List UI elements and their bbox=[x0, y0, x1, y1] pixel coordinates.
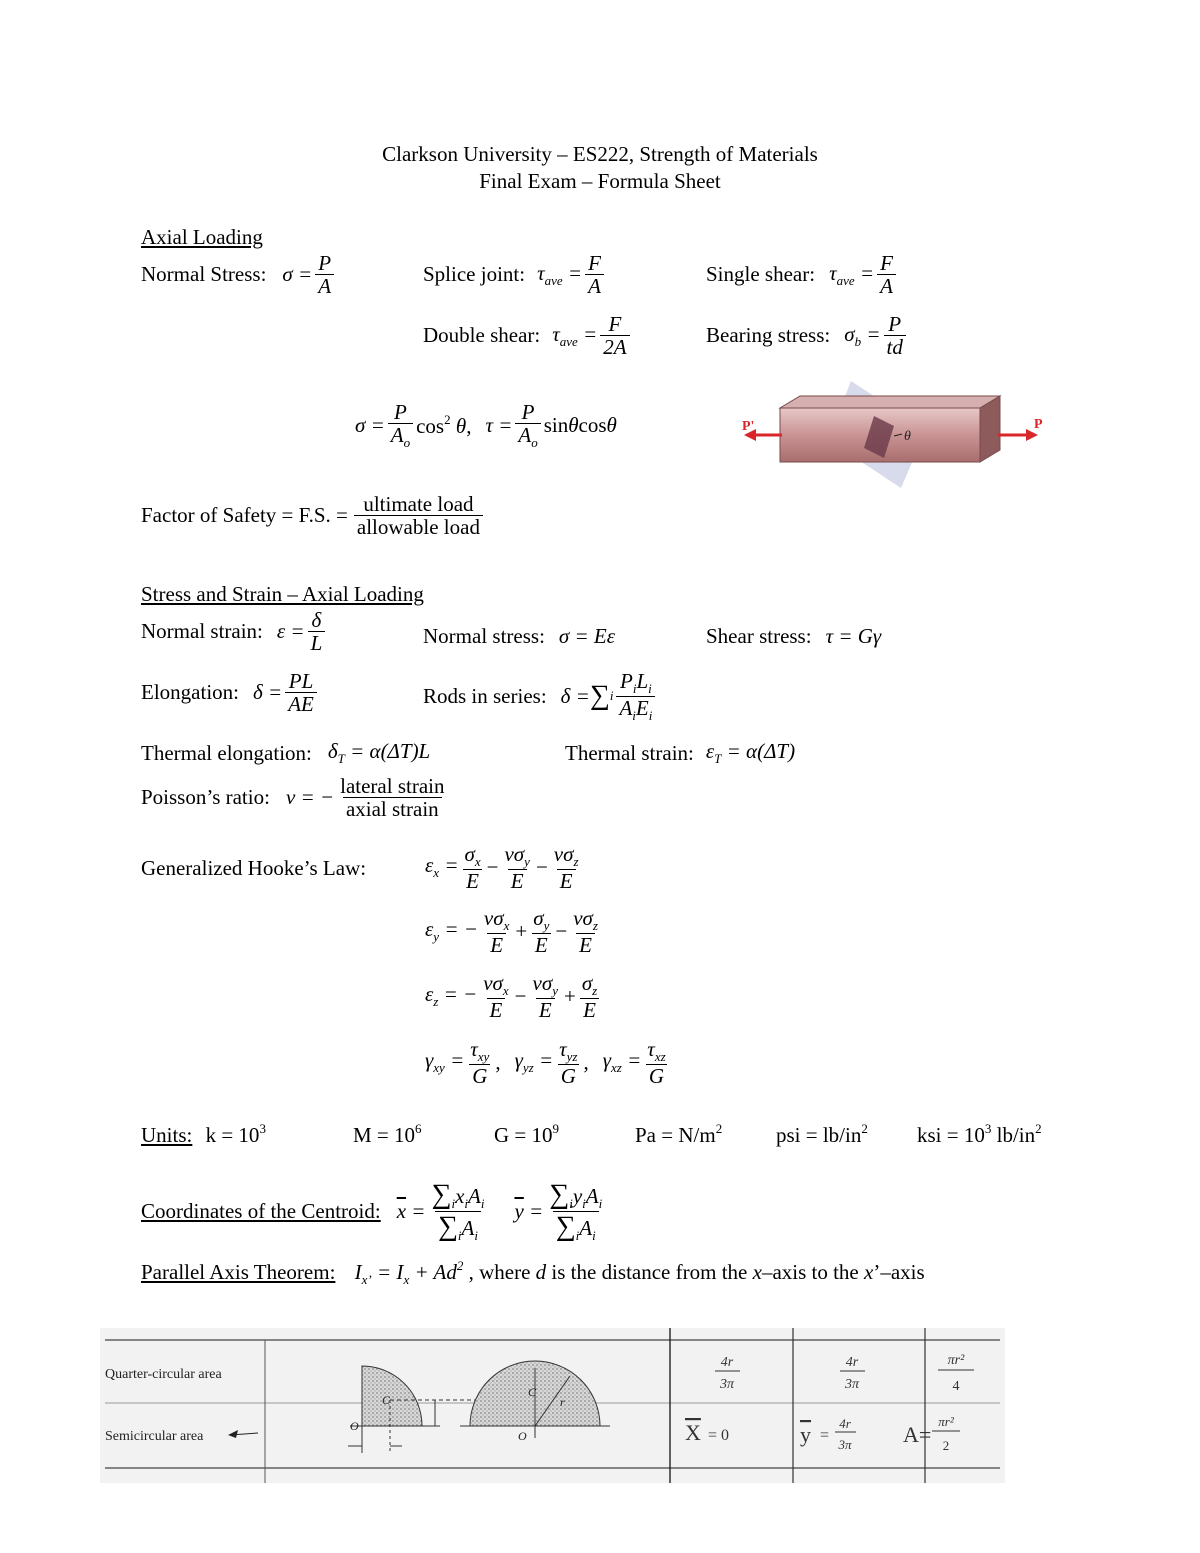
unit-giga: $G = 10^9$ bbox=[494, 1121, 560, 1147]
units-heading: Units: bbox=[141, 1123, 193, 1147]
semicircle-origin-label: O bbox=[518, 1429, 527, 1443]
thermal-strain-formula: Thermal strain: $\varepsilon_T = \alpha(\Delta T)$ bbox=[565, 739, 796, 766]
factor-of-safety-formula bbox=[141, 493, 486, 538]
thermal-elongation-formula: Thermal elongation: $\delta_T = \alpha(\Delta T)L$ bbox=[141, 739, 431, 766]
shear-stress-label: Shear stress: bbox=[706, 624, 812, 648]
poisson-denominator: axial strain bbox=[343, 797, 442, 820]
poisson-numerator: lateral strain bbox=[340, 774, 445, 798]
hooke-shear-strains: $\gamma_{xy}$ = $\frac{\tau_{xy}}{G}$ , $\gamma_{yz}$ = $\frac{\tau_{yz}}{G}$ , $\gamma_{xz}$ = $\frac{\tau_{xz}}{G}$ bbox=[425, 1037, 666, 1088]
rods-in-series-label: Rods in series: bbox=[423, 683, 547, 708]
centroid-heading: Coordinates of the Centroid: bbox=[141, 1198, 381, 1223]
axial-loading-heading: Axial Loading bbox=[141, 225, 263, 249]
parallel-axis-heading: Parallel Axis Theorem: bbox=[141, 1260, 336, 1284]
svg-text:3π: 3π bbox=[719, 1377, 735, 1392]
quarter-circle-origin-label: O bbox=[350, 1419, 359, 1433]
table-row-quarter-circle-label: Quarter-circular area bbox=[105, 1367, 222, 1382]
svg-text:πr²: πr² bbox=[938, 1414, 954, 1429]
double-shear-label: Double shear: bbox=[423, 323, 541, 348]
parallel-axis-row: Parallel Axis Theorem: $I_{x’} = I_x + Ad^2$ , where d is the distance from the x–axis to the x’–axis bbox=[141, 1258, 925, 1287]
figure-load-left: P' bbox=[742, 419, 755, 434]
svg-text:3π: 3π bbox=[838, 1437, 852, 1452]
hooke-law-label: Generalized Hooke’s Law: bbox=[141, 856, 367, 880]
semicircle-radius-label: r bbox=[560, 1395, 565, 1409]
figure-load-right: P bbox=[1034, 417, 1043, 432]
svg-text:y: y bbox=[800, 1422, 811, 1447]
thermal-strain-label: Thermal strain: bbox=[565, 740, 694, 765]
splice-joint-label: Splice joint: bbox=[423, 262, 526, 287]
thermal-elongation-label: Thermal elongation: bbox=[141, 740, 312, 765]
unit-ksi: ksi = $10^3$ $lb/in^2$ bbox=[917, 1121, 1042, 1147]
poisson-label: Poisson’s ratio: bbox=[141, 785, 270, 810]
hooke-epsilon-z: $\varepsilon_z$ = − $\frac{\nu\sigma_x}{E}$ − $\frac{\nu\sigma_y}{E}$ + $\frac{\sigma_z}{E}$ bbox=[425, 971, 598, 1022]
centroid-table-scan bbox=[100, 1328, 1005, 1483]
fos-label: Factor of Safety = F.S. = bbox=[141, 503, 348, 528]
svg-text:A=: A= bbox=[903, 1422, 932, 1447]
centroid-formula: Coordinates of the Centroid: $\overline{x}$ = $\frac{\sum_ix_iA_i}{\sum_iA_i}$ $\overline{y}$ = $\frac{\sum_iy_iA_i}{\sum_iA_i}$ bbox=[141, 1179, 603, 1243]
hooke-epsilon-x: $\varepsilon_x$ = $\frac{\sigma_x}{E}$ − $\frac{\nu\sigma_y}{E}$ − $\frac{\nu\sigma_z}{E}$ bbox=[425, 842, 579, 893]
svg-text:2: 2 bbox=[942, 1438, 950, 1453]
hooke-epsilon-y: $\varepsilon_y$ = − $\frac{\nu\sigma_x}{E}$ + $\frac{\sigma_y}{E}$ − $\frac{\nu\sigma_z}{E}$ bbox=[425, 906, 598, 957]
bearing-stress-label: Bearing stress: bbox=[706, 323, 831, 348]
bearing-stress-formula: Bearing stress: $\sigma_b$ = $\frac{P}{td}$ bbox=[706, 313, 909, 358]
hooke-normal-stress-formula: Normal stress: σ = Eε bbox=[423, 624, 616, 648]
fos-numerator: ultimate load bbox=[363, 492, 474, 516]
elongation-formula: Elongation: δ = $\frac{PL}{AE}$ bbox=[141, 670, 320, 715]
svg-text:πr²: πr² bbox=[947, 1353, 965, 1368]
elongation-label: Elongation: bbox=[141, 680, 239, 705]
poisson-ratio-formula: Poisson’s ratio: ν = − $\frac{\text{lateral strain}}{\text{axial strain}}$ bbox=[141, 775, 450, 820]
svg-text:3π: 3π bbox=[844, 1377, 860, 1392]
unit-psi: psi = $lb/in^2$ bbox=[776, 1121, 868, 1147]
units-row: Units: $k = 10^3$ bbox=[141, 1121, 266, 1147]
svg-text:4r: 4r bbox=[845, 1355, 859, 1370]
shear-stress-formula: Shear stress: τ = Gγ bbox=[706, 624, 882, 648]
rods-in-series-formula: Rods in series: δ = ∑ i $\frac{P_iL_i}{A_iE_i}$ bbox=[423, 670, 658, 722]
single-shear-formula: Single shear: $\tau_{ave}$ = $\frac{F}{A}$ bbox=[706, 252, 899, 297]
quarter-circle-centroid-label: C bbox=[382, 1393, 391, 1407]
oblique-plane-stress-formula: σ = $\frac{P}{A_o}$ $\cos^2 \theta$, τ = $\frac{P}{A_o}$ sinθcosθ bbox=[355, 400, 617, 451]
figure-angle-label: θ bbox=[904, 429, 911, 444]
svg-text:4r: 4r bbox=[720, 1355, 734, 1370]
header-line-1: Clarkson University – ES222, Strength of Materials bbox=[382, 142, 818, 166]
normal-stress-2-label: Normal stress: bbox=[423, 624, 545, 648]
svg-text:4: 4 bbox=[952, 1379, 960, 1394]
svg-text:4r: 4r bbox=[839, 1416, 851, 1431]
normal-stress-label: Normal Stress: bbox=[141, 262, 267, 287]
semicircle-centroid-label: C bbox=[528, 1385, 537, 1399]
fos-denominator: allowable load bbox=[354, 515, 483, 538]
oblique-section-bar-figure bbox=[736, 378, 1052, 490]
normal-stress-formula: Normal Stress: σ = $\frac{P}{A}$ bbox=[141, 252, 337, 297]
unit-mega: $M = 10^6$ bbox=[353, 1121, 422, 1147]
normal-strain-label: Normal strain: bbox=[141, 619, 263, 644]
single-shear-label: Single shear: bbox=[706, 262, 816, 287]
table-row-semicircle-label: Semicircular area bbox=[105, 1429, 204, 1444]
stress-strain-heading: Stress and Strain – Axial Loading bbox=[141, 582, 424, 606]
x-bar-zero-cell: = 0 bbox=[708, 1427, 730, 1444]
splice-joint-formula: Splice joint: $\tau_{ave}$ = $\frac{F}{A}$ bbox=[423, 252, 607, 297]
svg-text:X: X bbox=[685, 1420, 701, 1445]
unit-pascal: $Pa = N/m^2$ bbox=[635, 1121, 723, 1147]
double-shear-formula: Double shear: $\tau_{ave}$ = $\frac{F}{2A}$ bbox=[423, 313, 633, 358]
header-line-2: Final Exam – Formula Sheet bbox=[479, 169, 721, 193]
svg-text:=: = bbox=[820, 1427, 830, 1444]
unit-kilo: k = 10 bbox=[205, 1123, 260, 1147]
normal-strain-formula: Normal strain: ε = $\frac{\delta}{L}$ bbox=[141, 609, 328, 654]
